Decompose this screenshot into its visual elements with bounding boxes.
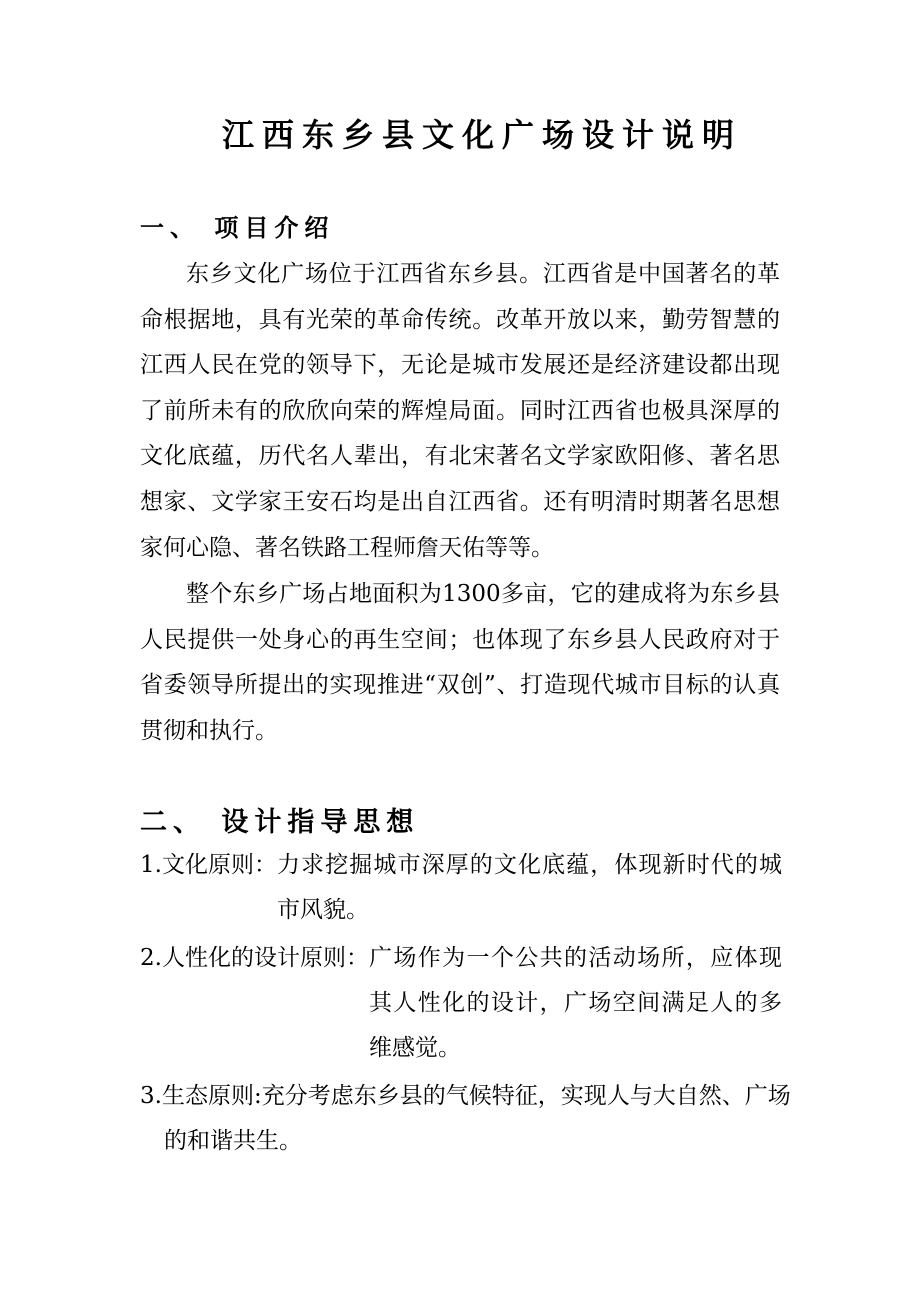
section-heading-design-ideas: 二、 设计指导思想 [140, 807, 420, 838]
list-item-label: 3.生态原则: [140, 1083, 262, 1109]
list-item-text: 充分考虑东乡县的气候特征，实现人与大自然、广场的和谐共生。 [164, 1083, 791, 1154]
section-heading-project-intro: 一、 项目介绍 [140, 214, 335, 242]
list-item-humanized-principle [140, 936, 782, 1071]
paragraph-intro-area: 整个东乡广场占地面积为1300多亩，它的建成将为东乡县人民提供一处身心的再生空间；也体现了东乡县人民政府对于省委领导所提出的实现推进“双创”、打造现代城市目标的认真贯彻和执行。 [140, 581, 780, 744]
list-item-text: 力求挖掘城市深厚的文化底蕴，体现新时代的城市风貌。 [276, 852, 782, 923]
document-title: 江西东乡县文化广场设计说明 [221, 116, 742, 154]
paragraph-intro-history: 东乡文化广场位于江西省东乡县。江西省是中国著名的革命根据地，具有光荣的革命传统。改革开放以来，勤劳智慧的江西人民在党的领导下，无论是城市发展还是经济建设都出现了前所未有的欣欣向荣的辉煌局面。同时江西省也极具深厚的文化底蕴，历代名人辈出，有北宋著名文学家欧阳修、著名思想家、文学家王安石均是出自江西省。还有明清时期著名思想家何心隐、著名铁路工程师詹天佑等等。 [140, 261, 780, 561]
list-item-label: 1.文化原则： [140, 852, 277, 878]
list-item-text: 广场作为一个公共的活动场所，应体现其人性化的设计，广场空间满足人的多维感觉。 [368, 945, 782, 1061]
list-item-label: 2.人性化的设计原则： [140, 945, 369, 971]
list-item-culture-principle [140, 843, 782, 933]
list-item-ecology-principle [140, 1074, 800, 1164]
